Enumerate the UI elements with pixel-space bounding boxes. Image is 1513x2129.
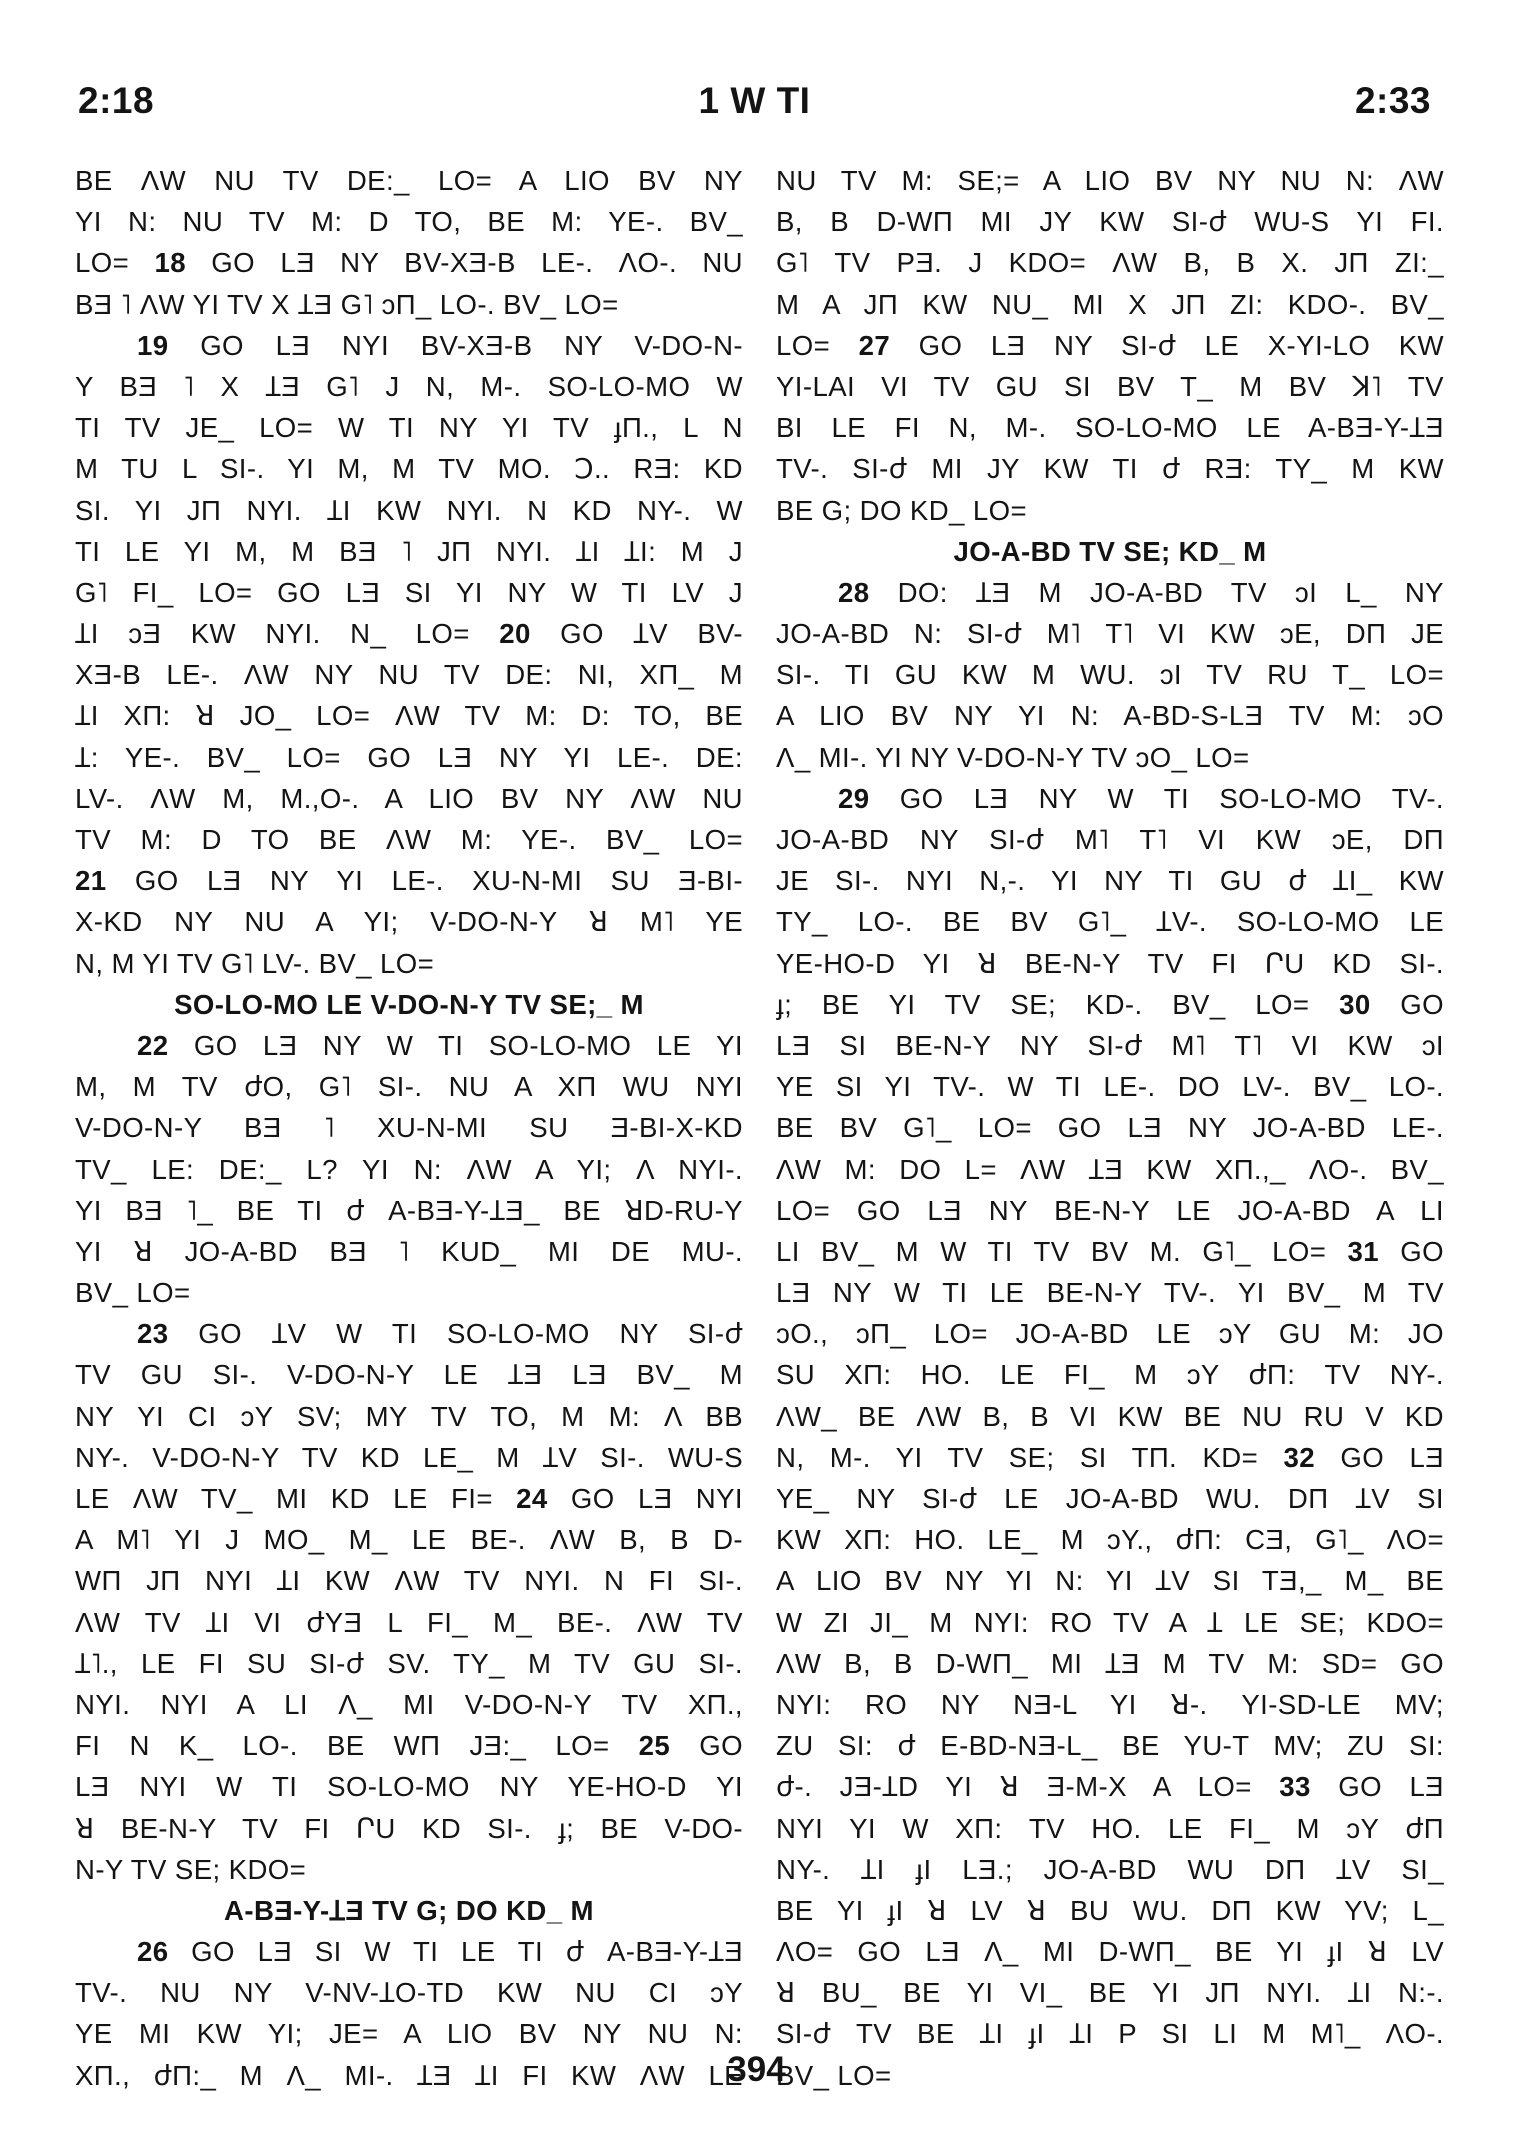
text-line: LƎ NY W TI LE BE-N-Y TV-. YI BV_ M TV <box>776 1277 1444 1309</box>
verse-number: 28 <box>838 576 870 608</box>
text-line: 26 GO LƎ SI W TI LE TI ժ A-BƎ-Y-ꞱƎ <box>137 1936 743 1968</box>
text-line: LO= 18 GO LƎ NY BV-XƎ-B LE-. ΛO-. NU <box>75 247 743 279</box>
section-heading: SO-LO-MO LE V-DO-N-Y TV SE;_ M <box>174 988 644 1020</box>
text-line: 28 DO: ꞱƎ M JO-A-BD TV ͻI L_ NY <box>838 576 1444 608</box>
text-line: 19 GO LƎ NYI BV-XƎ-B NY V-DO-N- <box>137 329 743 361</box>
text-line: G˥ TV PƎ. J KDO= ΛW B, B X. JП ZI:_ <box>776 247 1444 279</box>
text-line: ΛW TV ꞱI VI ժYƎ L FI_ M_ BE-. ΛW TV <box>75 1606 743 1638</box>
text-line: YI N: NU TV M: D TO, BE M: YE-. BV_ <box>75 206 743 238</box>
text-line: BE ΛW NU TV DE:_ LO= A LIO BV NY <box>75 165 743 196</box>
text-line: 23 GO ꞱV W TI SO-LO-MO NY SI-ժ <box>137 1318 743 1350</box>
running-header <box>78 80 1431 130</box>
text-line: 29 GO LƎ NY W TI SO-LO-MO TV-. <box>838 782 1444 814</box>
text-line: TV_ LE: DE:_ L? YI N: ΛW A YI; Λ NYI-. <box>75 1153 743 1185</box>
text-line: JE SI-. NYI N,-. YI NY TI GU ժ ꞱI_ KW <box>776 865 1444 897</box>
text-line: LO= GO LƎ NY BE-N-Y LE JO-A-BD A LI <box>776 1194 1444 1226</box>
text-line: LƎ SI BE-N-Y NY SI-ժ M˥ T˥ VI KW ͻI <box>776 1029 1444 1061</box>
left-text-column <box>75 160 743 2096</box>
text-line: A M˥ YI J MO_ M_ LE BE-. ΛW B, B D- <box>75 1524 743 1556</box>
text-line: ͻO., ͻП_ LO= JO-A-BD LE ͻY GU M: JO <box>776 1318 1444 1350</box>
verse-number: 31 <box>1347 1235 1380 1267</box>
text-line: SU XП: HO. LE FI_ M ͻY ժП: TV NY-. <box>776 1359 1444 1391</box>
text-line: KW XП: HO. LE_ M ͻY., ժП: CƎ, G˥_ ΛO= <box>776 1524 1444 1556</box>
page-number: 394 <box>727 2050 786 2089</box>
text-line: M A JП KW NU_ MI X JП ZI: KDO-. BV_ <box>776 288 1444 320</box>
text-line: YI BƎ ˥_ BE TI ժ A-BƎ-Y-ꞱƎ_ BE ꓤD-RU-Y <box>75 1194 743 1226</box>
right-text-column <box>776 160 1444 2096</box>
verse-number: 29 <box>838 782 870 814</box>
section-heading: A-BƎ-Y-ꞱƎ TV G; DO KD_ M <box>224 1894 594 1926</box>
text-line: NYI YI W XП: TV HO. LE FI_ M ͻY ժП <box>776 1812 1444 1844</box>
text-line: W ZI JI_ M NYI: RO TV A Ʇ LE SE; KDO= <box>776 1606 1444 1638</box>
text-line: M, M TV ժO, G˥ SI-. NU A XП WU NYI <box>75 1071 743 1103</box>
text-line: SI-. TI GU KW M WU. ͻI TV RU T_ LO= <box>776 659 1444 691</box>
text-line: ΛW_ BE ΛW B, B VI KW BE NU RU V KD <box>776 1400 1444 1432</box>
text-line: TV GU SI-. V-DO-N-Y LE ꞱƎ LƎ BV_ M <box>75 1359 743 1391</box>
text-line: A LIO BV NY YI N: YI ꞱV SI TƎ,_ M_ BE <box>776 1565 1444 1597</box>
text-line: BƎ ˥ ΛW YI TV X ꞱƎ G˥ ͻП_ LO-. BV_ LO= <box>75 288 619 320</box>
text-line: 21 GO LƎ NY YI LE-. XU-N-MI SU Ǝ-BI- <box>75 865 743 897</box>
text-line: ΛW B, B D-WП_ MI ꞱƎ M TV M: SD= GO <box>776 1647 1444 1679</box>
text-line: M TU L SI-. YI M, M TV MO. Ↄ.. RƎ: KD <box>75 453 743 485</box>
text-line: XƎ-B LE-. ΛW NY NU TV DE: NI, XП_ M <box>75 659 743 691</box>
text-line: BE G; DO KD_ LO= <box>776 494 1027 526</box>
text-line: YE_ NY SI-ժ LE JO-A-BD WU. DП ꞱV SI <box>776 1483 1444 1514</box>
text-line: G˥ FI_ LO= GO LƎ SI YI NY W TI LV J <box>75 576 743 608</box>
text-line: ꓤ BU_ BE YI VI_ BE YI JП NYI. ꞱI N:-. <box>776 1977 1444 2009</box>
text-line: BE BV G˥_ LO= GO LƎ NY JO-A-BD LE-. <box>776 1112 1444 1144</box>
text-line: LI BV_ M W TI TV BV M. G˥_ LO= 31 GO <box>776 1235 1444 1267</box>
text-line: NYI: RO NY NƎ-L YI ꓤ-. YI-SD-LE MV; <box>776 1688 1444 1720</box>
text-line: BE YI ɟI ꓤ LV ꓤ BU WU. DП KW YV; L_ <box>776 1894 1444 1926</box>
verse-number: 24 <box>516 1483 548 1514</box>
text-line: ΛW M: DO L= ΛW ꞱƎ KW XП.,_ ΛO-. BV_ <box>776 1153 1444 1185</box>
verse-number: 23 <box>137 1318 169 1350</box>
text-line: SI-ժ TV BE ꞱI ɟI ꞱI P SI LI M M˥_ ΛO-. <box>776 2018 1444 2050</box>
text-line: BV_ LO= <box>776 2059 892 2091</box>
text-line: N-Y TV SE; KDO= <box>75 1853 307 1885</box>
text-line: FI N K_ LO-. BE WП JƎ:_ LO= 25 GO <box>75 1730 743 1762</box>
text-line: V-DO-N-Y BƎ ˥ XU-N-MI SU Ǝ-BI-X-KD <box>75 1112 743 1144</box>
verse-number: 25 <box>638 1730 671 1762</box>
text-line: Ʇ˥., LE FI SU SI-ժ SV. TY_ M TV GU SI-. <box>75 1647 743 1679</box>
text-line: ꞱI ͻƎ KW NYI. N_ LO= 20 GO ꞱV BV- <box>75 618 743 650</box>
text-line: LV-. ΛW M, M.,O-. A LIO BV NY ΛW NU <box>75 782 743 814</box>
verse-number: 22 <box>137 1029 169 1061</box>
text-line: Λ_ MI-. YI NY V-DO-N-Y TV ͻO_ LO= <box>776 741 1250 773</box>
verse-number: 30 <box>1339 988 1371 1020</box>
text-line: YI ꓤ JO-A-BD BƎ ˥ KUD_ MI DE MU-. <box>75 1235 743 1267</box>
text-line: ժ-. JƎ-ꞱD YI ꓤ Ǝ-M-X A LO= 33 GO LƎ <box>776 1771 1444 1803</box>
text-line: XП., ժП:_ M Λ_ MI-. ꞱƎ ꞱI FI KW ΛW LE <box>75 2059 743 2091</box>
text-line: Ʇ: YE-. BV_ LO= GO LƎ NY YI LE-. DE: <box>75 741 743 773</box>
text-line: Y BƎ ˥ X ꞱƎ G˥ J N, M-. SO-LO-MO W <box>75 370 743 402</box>
text-line: TY_ LO-. BE BV G˥_ ꞱV-. SO-LO-MO LE <box>776 906 1444 938</box>
text-line: YE MI KW YI; JE= A LIO BV NY NU N: <box>75 2018 743 2050</box>
text-line: ɟ; BE YI TV SE; KD-. BV_ LO= 30 GO <box>776 988 1444 1020</box>
text-line: NY-. ꞱI ɟI LƎ.; JO-A-BD WU DП ꞱV SI_ <box>776 1853 1444 1885</box>
verse-number: 27 <box>858 329 891 361</box>
text-line: YI-LAI VI TV GU SI BV T_ M BV ꓘ˥ TV <box>776 370 1444 402</box>
text-line: TV-. SI-ժ MI JY KW TI ժ RƎ: TY_ M KW <box>776 453 1444 485</box>
text-line: X-KD NY NU A YI; V-DO-N-Y ꓤ M˥ YE <box>75 906 743 938</box>
chapter-verse-end: 2:33 <box>1354 80 1431 121</box>
text-line: 22 GO LƎ NY W TI SO-LO-MO LE YI <box>137 1029 743 1061</box>
text-line: BI LE FI N, M-. SO-LO-MO LE A-BƎ-Y-ꞱƎ <box>776 412 1444 444</box>
text-line: WП JП NYI ꞱI KW ΛW TV NYI. N FI SI-. <box>75 1565 743 1597</box>
text-line: TI TV JE_ LO= W TI NY YI TV ɟП., L N <box>75 412 743 444</box>
text-line: B, B D-WП MI JY KW SI-ժ WU-S YI FI. <box>776 206 1444 238</box>
text-line: SI. YI JП NYI. ꞱI KW NYI. N KD NY-. W <box>75 494 743 526</box>
text-line: JO-A-BD NY SI-ժ M˥ T˥ VI KW ͻE, DП <box>776 824 1444 855</box>
verse-number: 18 <box>154 247 186 279</box>
text-line: LE ΛW TV_ MI KD LE FI= 24 GO LƎ NYI <box>75 1483 743 1514</box>
text-line: NU TV M: SE;= A LIO BV NY NU N: ΛW <box>776 165 1444 196</box>
verse-number: 21 <box>75 865 107 897</box>
text-line: ZU SI: ժ E-BD-NƎ-L_ BE YU-T MV; ZU SI: <box>776 1730 1444 1762</box>
text-line: JO-A-BD N: SI-ժ M˥ T˥ VI KW ͻE, DП JE <box>776 618 1444 650</box>
text-line: N, M-. YI TV SE; SI TП. KD= 32 GO LƎ <box>776 1441 1444 1473</box>
text-line: YE SI YI TV-. W TI LE-. DO LV-. BV_ LO-. <box>776 1071 1444 1103</box>
text-line: NY-. V-DO-N-Y TV KD LE_ M ꞱV SI-. WU-S <box>75 1441 743 1473</box>
verse-number: 32 <box>1283 1441 1315 1473</box>
verse-number: 26 <box>137 1936 169 1968</box>
text-line: N, M YI TV G˥ LV-. BV_ LO= <box>75 947 435 979</box>
text-line: TV M: D TO BE ΛW M: YE-. BV_ LO= <box>75 824 743 855</box>
text-line: TV-. NU NY V-NV-ꞱO-TD KW NU CI ͻY <box>75 1977 743 2009</box>
chapter-verse-start: 2:18 <box>78 80 155 121</box>
text-line: NYI. NYI A LI Λ_ MI V-DO-N-Y TV XП., <box>75 1688 743 1720</box>
text-line: BV_ LO= <box>75 1277 191 1309</box>
text-line: ꞱI XП: ꓤ JO_ LO= ΛW TV M: D: TO, BE <box>75 700 743 732</box>
text-line: A LIO BV NY YI N: A-BD-S-LƎ TV M: ͻO <box>776 700 1444 732</box>
text-line: LO= 27 GO LƎ NY SI-ժ LE X-YI-LO KW <box>776 329 1444 361</box>
text-line: ΛO= GO LƎ Λ_ MI D-WП_ BE YI ɟI ꓤ LV <box>776 1936 1444 1968</box>
verse-number: 19 <box>137 329 169 361</box>
text-line: TI LE YI M, M BƎ ˥ JП NYI. ꞱI ꞱI: M J <box>75 535 743 567</box>
text-line: ꓤ BE-N-Y TV FI ՐU KD SI-. ɟ; BE V-DO- <box>75 1812 743 1844</box>
text-line: YE-HO-D YI ꓤ BE-N-Y TV FI ՐU KD SI-. <box>776 947 1444 979</box>
verse-number: 20 <box>499 618 531 650</box>
text-line: NY YI CI ͻY SV; MY TV TO, M M: Λ BB <box>75 1400 743 1432</box>
verse-number: 33 <box>1279 1771 1311 1803</box>
text-line: LƎ NYI W TI SO-LO-MO NY YE-HO-D YI <box>75 1771 743 1803</box>
section-heading: JO-A-BD TV SE; KD_ M <box>953 535 1267 567</box>
book-title: 1 W TI <box>698 80 811 121</box>
